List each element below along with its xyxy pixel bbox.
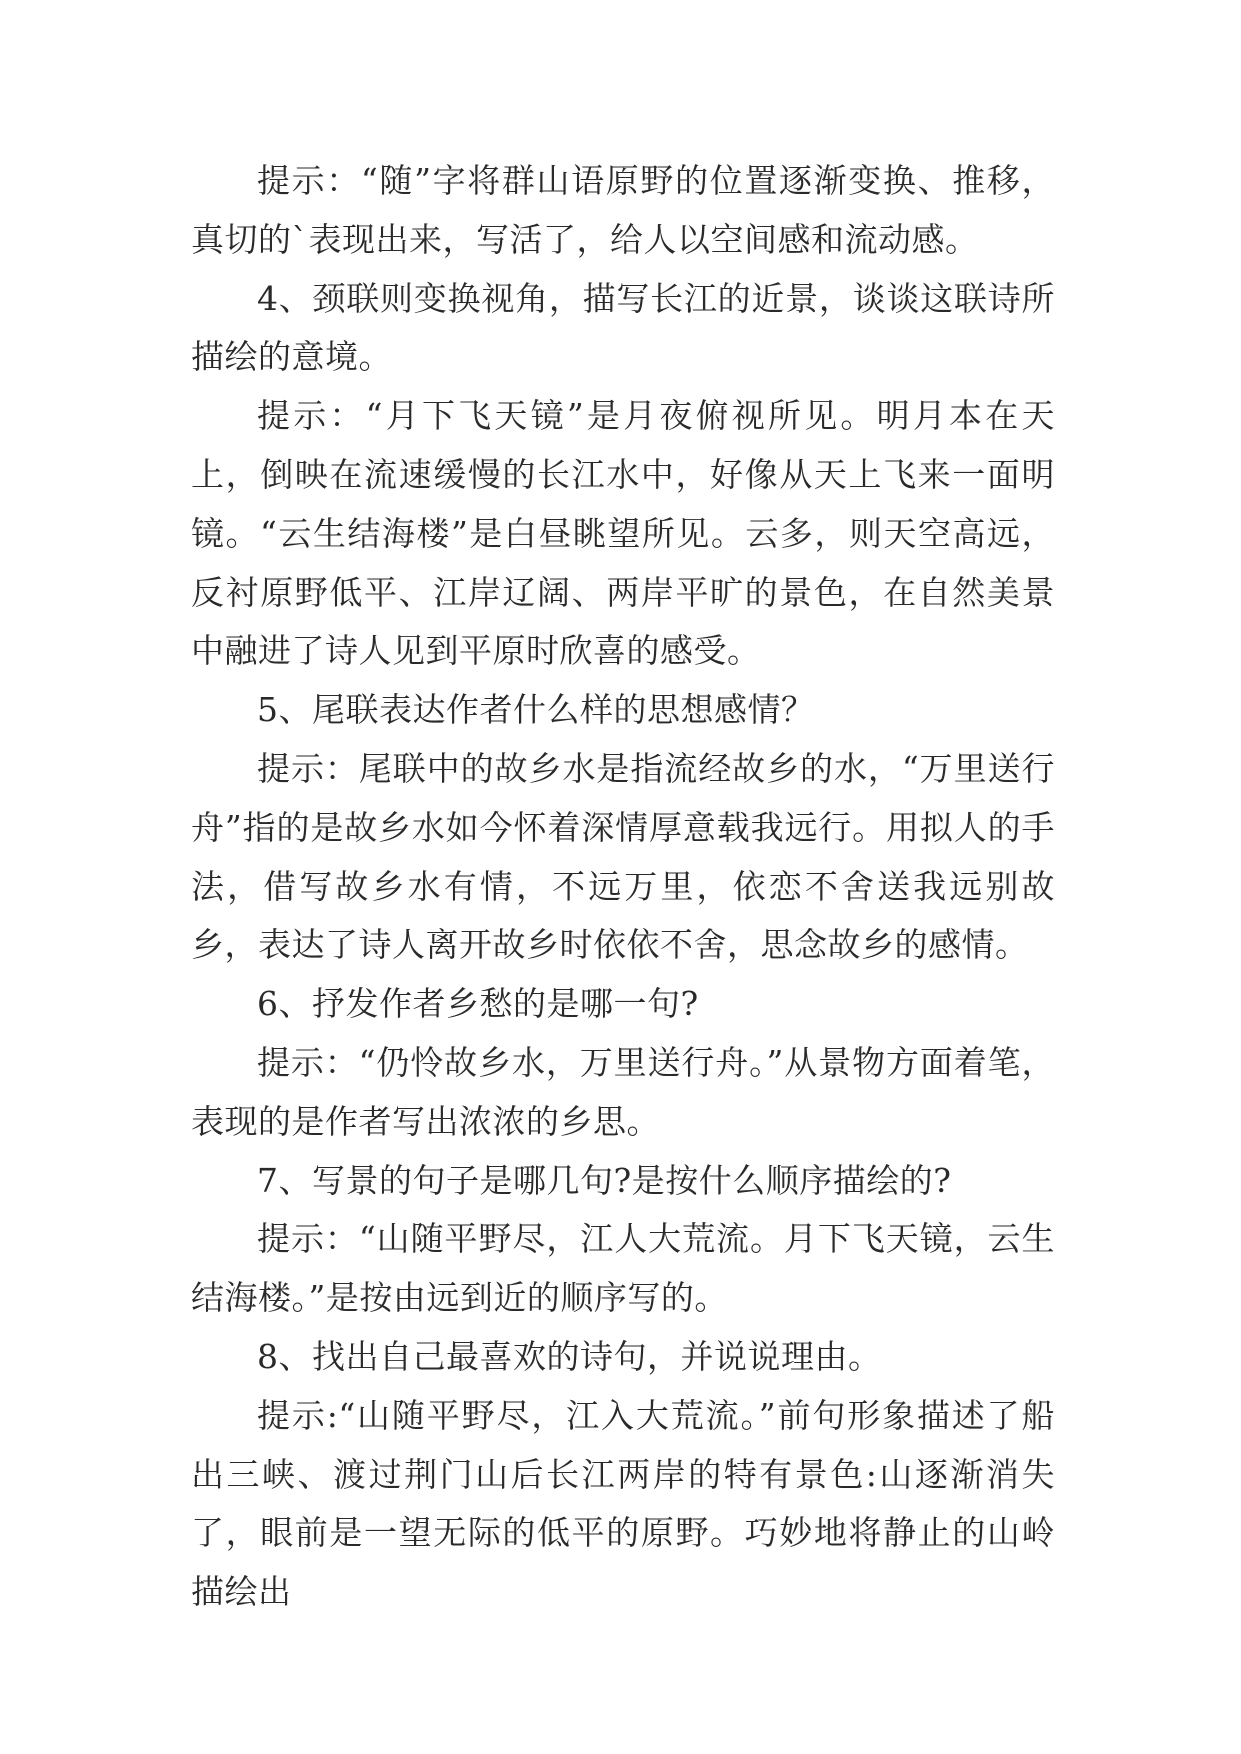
paragraph-hint-8: 提示:“山随平野尽，江入大荒流。”前句形象描述了船出三峡、渡过荆门山后长江两岸的特有景色:山逐渐消失了，眼前是一望无际的低平的原野。巧妙地将静止的山岭描绘出 [191, 1395, 1056, 1612]
paragraph-hint-7: 提示：“山随平野尽，江人大荒流。月下飞天镜，云生结海楼。”是按由远到近的顺序写的。 [191, 1219, 1055, 1318]
paragraph-question-8: 8、找出自己最喜欢的诗句，并说说理由。 [257, 1336, 882, 1376]
paragraph-question-5: 5、尾联表达作者什么样的思想感情？ [257, 690, 815, 730]
paragraph-hint-6: 提示：“仍怜故乡水，万里送行舟。”从景物方面着笔，表现的是作者写出浓浓的乡思。 [191, 1042, 1055, 1141]
paragraph-hint-5: 提示：尾联中的故乡水是指流经故乡的水，“万里送行舟”指的是故乡水如今怀着深情厚意载我远行。用拟人的手法，借写故乡水有情，不远万里，依恋不舍送我远别故乡，表达了诗人离开故乡时依依不舍，思念故乡的感情。 [191, 748, 1055, 965]
paragraph-question-6: 6、抒发作者乡愁的是哪一句? [257, 984, 699, 1024]
paragraph-question-7: 7、写景的句子是哪几句?是按什么顺序描绘的? [257, 1160, 952, 1200]
paragraph-question-4: 4、颈联则变换视角，描写长江的近景，谈谈这联诗所描绘的意境。 [191, 278, 1055, 377]
paragraph-hint-sui: 提示：“随”字将群山语原野的位置逐渐变换、推移，真切的`表现出来，写活了，给人以空间感和流动感。 [191, 161, 1055, 259]
document-body [191, 152, 1055, 1622]
paragraph-hint-4: 提示：“月下飞天镜”是月夜俯视所见。明月本在天上，倒映在流速缓慢的长江水中，好像从天上飞来一面明镜。“云生结海楼”是白昼眺望所见。云多，则天空高远，反衬原野低平、江岸辽阔、两岸平旷的景色，在自然美景中融进了诗人见到平原时欣喜的感受。 [191, 396, 1055, 671]
